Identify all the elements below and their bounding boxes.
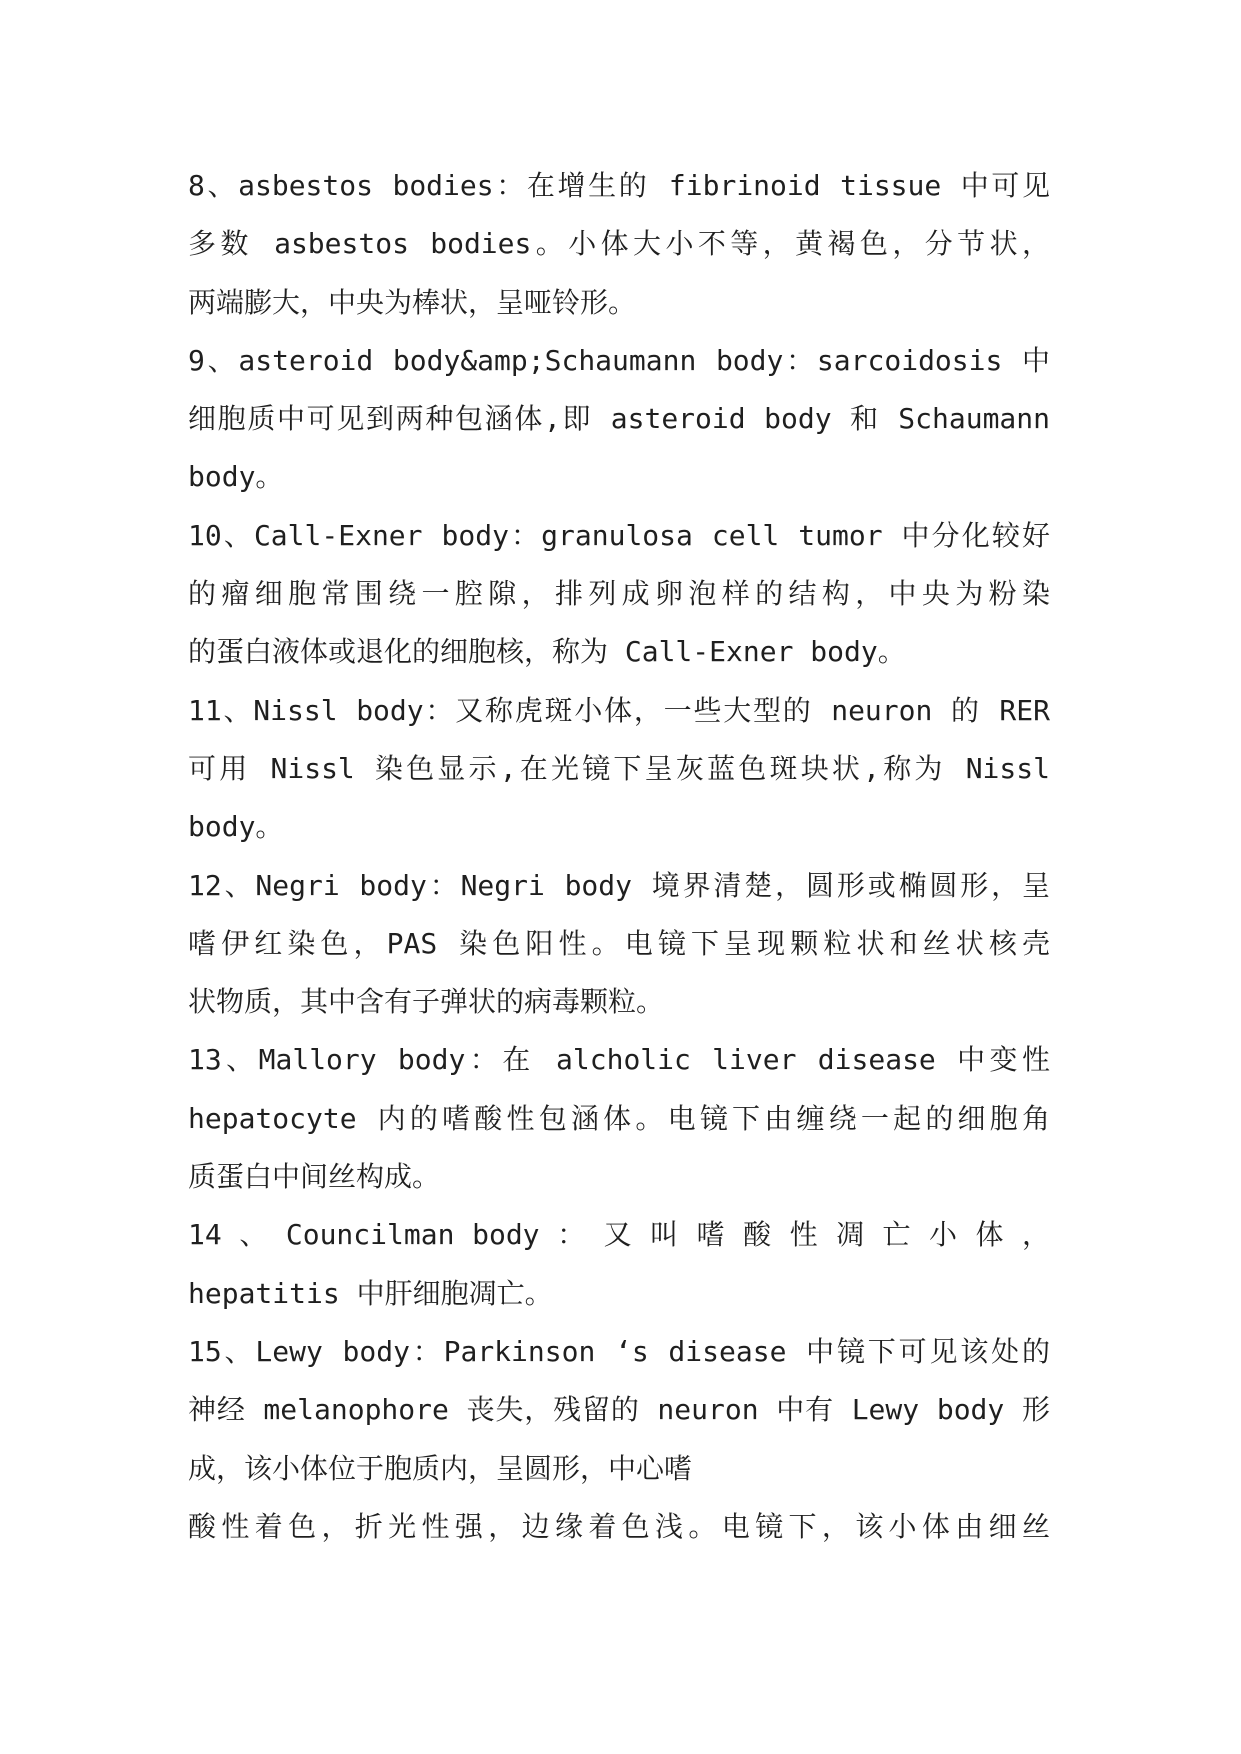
text-line: 成，该小体位于胞质内，呈圆形，中心嗜 [188, 1451, 693, 1485]
text-line: hepatocyte 内的嗜酸性包涵体。电镜下由缠绕一起的细胞角 [188, 1101, 1050, 1135]
text-line: 10、Call-Exner body：granulosa cell tumor 中分化较好 [188, 518, 1050, 552]
text-line: 15、Lewy body：Parkinson ‘s disease 中镜下可见该处的 [188, 1334, 1050, 1368]
text-line: 的瘤细胞常围绕一腔隙，排列成卵泡样的结构，中央为粉染 [188, 577, 1050, 611]
text-line: 神经 melanophore 丧失，残留的 neuron 中有 Lewy body 形 [188, 1393, 1050, 1427]
text-line: 两端膨大，中央为棒状，呈哑铃形。 [188, 285, 637, 319]
text-line: 状物质，其中含有子弹状的病毒颗粒。 [188, 985, 665, 1019]
text-line: 嗜伊红染色，PAS 染色阳性。电镜下呈现颗粒状和丝状核壳 [188, 926, 1050, 960]
document-body [188, 157, 1050, 1556]
text-line: 13、Mallory body：在 alcholic liver disease 中变性 [188, 1043, 1050, 1077]
text-line: 12、Negri body：Negri body 境界清楚，圆形或椭圆形，呈 [188, 868, 1050, 902]
text-line: 质蛋白中间丝构成。 [188, 1160, 441, 1194]
text-line: 酸性着色，折光性强，边缘着色浅。电镜下，该小体由细丝 [188, 1509, 1050, 1543]
text-line: 多数 asbestos bodies。小体大小不等，黄褐色，分节状， [188, 227, 1050, 261]
text-line: body。 [188, 810, 284, 844]
text-line: 8、asbestos bodies：在增生的 fibrinoid tissue 中可见 [188, 169, 1050, 202]
text-line: 11、Nissl body：又称虎斑小体，一些大型的 neuron 的 RER [188, 693, 1050, 727]
text-line: hepatitis 中肝细胞凋亡。 [188, 1276, 553, 1310]
text-line: 可用 Nissl 染色显示,在光镜下呈灰蓝色斑块状,称为 Nissl [188, 751, 1050, 785]
text-line: 的蛋白液体或退化的细胞核，称为 Call-Exner body。 [188, 635, 906, 669]
text-line: 细胞质中可见到两种包涵体,即 asteroid body 和 Schaumann [188, 402, 1050, 436]
text-line: 9、asteroid body&amp;Schaumann body：sarcoidosis 中 [188, 343, 1050, 377]
text-line: body。 [188, 460, 284, 494]
text-line: 14 、 Councilman body ： 又 叫 嗜 酸 性 凋 亡 小 体 ， [188, 1218, 1050, 1252]
